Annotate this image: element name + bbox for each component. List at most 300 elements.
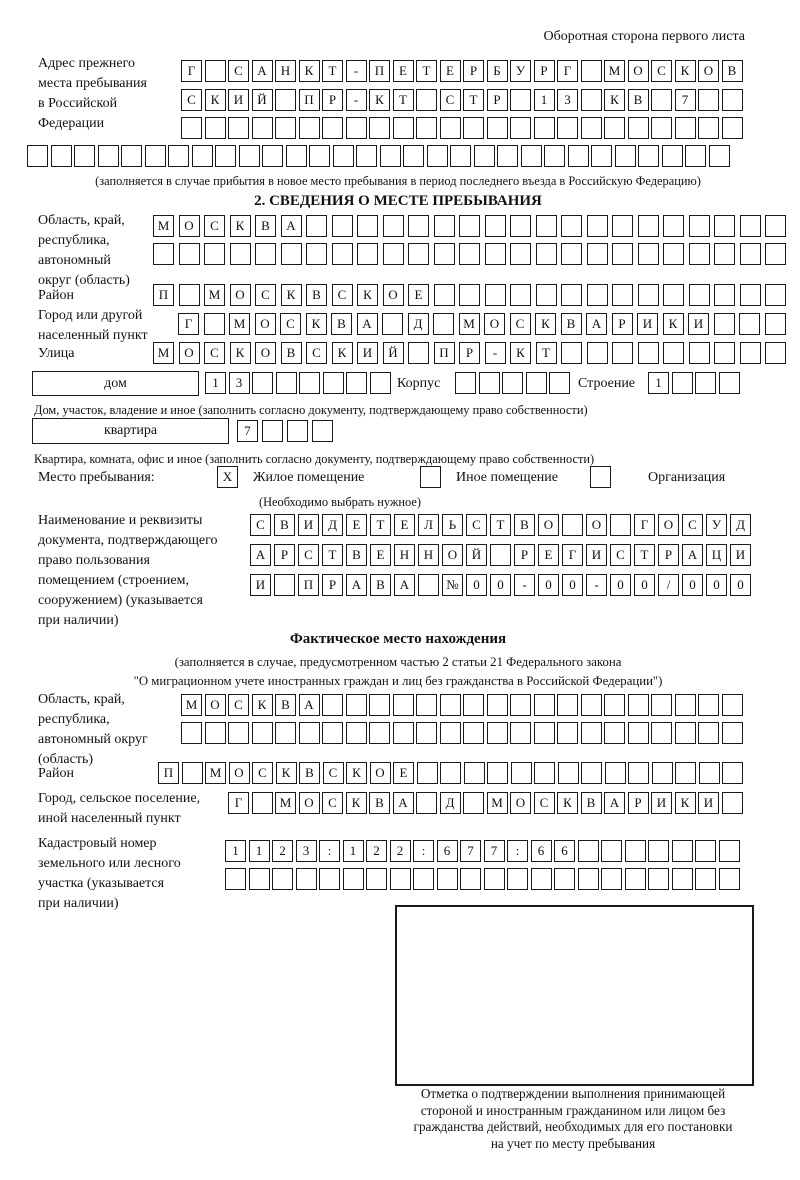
char-cell-empty[interactable]	[343, 868, 364, 890]
char-cell-empty[interactable]	[225, 868, 246, 890]
char-cell[interactable]: П	[369, 60, 390, 82]
char-cell[interactable]: С	[228, 694, 249, 716]
char-cell[interactable]: С	[610, 544, 631, 566]
char-cell[interactable]: И	[651, 792, 672, 814]
char-cell[interactable]: 0	[634, 574, 655, 596]
char-cell[interactable]: Г	[634, 514, 655, 536]
char-cell-empty[interactable]	[510, 89, 531, 111]
char-cell[interactable]: Ь	[442, 514, 463, 536]
char-cell-empty[interactable]	[455, 372, 476, 394]
city-row[interactable]	[178, 313, 786, 335]
char-cell-empty[interactable]	[487, 694, 508, 716]
char-cell[interactable]: В	[581, 792, 602, 814]
char-cell[interactable]: К	[306, 313, 327, 335]
char-cell[interactable]: О	[229, 762, 250, 784]
char-cell-empty[interactable]	[663, 342, 684, 364]
char-cell[interactable]: К	[276, 762, 297, 784]
char-cell-empty[interactable]	[369, 722, 390, 744]
char-cell-empty[interactable]	[369, 117, 390, 139]
char-cell-empty[interactable]	[416, 694, 437, 716]
char-cell-empty[interactable]	[403, 145, 424, 167]
char-cell-empty[interactable]	[587, 284, 608, 306]
char-cell[interactable]: В	[299, 762, 320, 784]
char-cell-empty[interactable]	[408, 342, 429, 364]
char-cell[interactable]: 1	[249, 840, 270, 862]
char-cell[interactable]: В	[274, 514, 295, 536]
char-cell[interactable]: А	[346, 574, 367, 596]
char-cell-empty[interactable]	[534, 694, 555, 716]
char-cell[interactable]: 2	[390, 840, 411, 862]
char-cell-empty[interactable]	[695, 840, 716, 862]
char-cell-empty[interactable]	[675, 117, 696, 139]
char-cell-empty[interactable]	[581, 89, 602, 111]
char-cell[interactable]: О	[484, 313, 505, 335]
char-cell-empty[interactable]	[346, 694, 367, 716]
char-cell-empty[interactable]	[192, 145, 213, 167]
doc-row-2[interactable]	[250, 544, 751, 566]
char-cell[interactable]: К	[299, 60, 320, 82]
char-cell-empty[interactable]	[239, 145, 260, 167]
char-cell-empty[interactable]	[204, 243, 225, 265]
char-cell-empty[interactable]	[526, 372, 547, 394]
char-cell-empty[interactable]	[675, 762, 696, 784]
char-cell[interactable]: Е	[538, 544, 559, 566]
region-row-2[interactable]	[153, 243, 786, 265]
char-cell-empty[interactable]	[215, 145, 236, 167]
char-cell[interactable]: А	[357, 313, 378, 335]
char-cell[interactable]: У	[706, 514, 727, 536]
actual-city-row[interactable]	[228, 792, 743, 814]
char-cell[interactable]: И	[688, 313, 709, 335]
char-cell-empty[interactable]	[510, 243, 531, 265]
char-cell-empty[interactable]	[699, 762, 720, 784]
char-cell-empty[interactable]	[323, 372, 344, 394]
prev-address-row-1[interactable]	[181, 60, 743, 82]
char-cell-empty[interactable]	[689, 215, 710, 237]
char-cell-empty[interactable]	[463, 117, 484, 139]
char-cell[interactable]: С	[466, 514, 487, 536]
char-cell[interactable]: С	[252, 762, 273, 784]
char-cell[interactable]: Р	[459, 342, 480, 364]
char-cell[interactable]: О	[255, 342, 276, 364]
char-cell-empty[interactable]	[474, 145, 495, 167]
char-cell-empty[interactable]	[205, 60, 226, 82]
char-cell[interactable]: К	[675, 60, 696, 82]
char-cell-empty[interactable]	[561, 342, 582, 364]
char-cell-empty[interactable]	[306, 243, 327, 265]
char-cell-empty[interactable]	[322, 722, 343, 744]
char-cell-empty[interactable]	[418, 574, 439, 596]
char-cell[interactable]: Й	[383, 342, 404, 364]
char-cell[interactable]: О	[698, 60, 719, 82]
char-cell[interactable]: О	[442, 544, 463, 566]
char-cell-empty[interactable]	[689, 243, 710, 265]
char-cell[interactable]: М	[229, 313, 250, 335]
char-cell-empty[interactable]	[672, 868, 693, 890]
char-cell[interactable]: Е	[370, 544, 391, 566]
char-cell[interactable]: М	[153, 342, 174, 364]
char-cell-empty[interactable]	[651, 722, 672, 744]
char-cell-empty[interactable]	[651, 89, 672, 111]
char-cell[interactable]: Т	[393, 89, 414, 111]
char-cell-empty[interactable]	[578, 868, 599, 890]
char-cell-empty[interactable]	[74, 145, 95, 167]
char-cell[interactable]: /	[658, 574, 679, 596]
char-cell-empty[interactable]	[440, 762, 461, 784]
char-cell[interactable]: К	[346, 762, 367, 784]
char-cell[interactable]: :	[413, 840, 434, 862]
char-cell-empty[interactable]	[485, 215, 506, 237]
char-cell-empty[interactable]	[479, 372, 500, 394]
char-cell-empty[interactable]	[357, 243, 378, 265]
actual-district-row[interactable]	[158, 762, 743, 784]
char-cell[interactable]: Д	[408, 313, 429, 335]
char-cell[interactable]: Р	[514, 544, 535, 566]
char-cell[interactable]: С	[322, 792, 343, 814]
char-cell-empty[interactable]	[366, 868, 387, 890]
char-cell[interactable]: В	[346, 544, 367, 566]
char-cell-empty[interactable]	[765, 215, 786, 237]
char-cell-empty[interactable]	[228, 722, 249, 744]
char-cell[interactable]: Р	[612, 313, 633, 335]
char-cell-empty[interactable]	[587, 243, 608, 265]
char-cell-empty[interactable]	[510, 117, 531, 139]
char-cell-empty[interactable]	[346, 372, 367, 394]
char-cell-empty[interactable]	[561, 243, 582, 265]
char-cell-empty[interactable]	[740, 342, 761, 364]
char-cell[interactable]: 7	[484, 840, 505, 862]
char-cell[interactable]: О	[179, 342, 200, 364]
char-cell[interactable]: С	[510, 313, 531, 335]
char-cell-empty[interactable]	[370, 372, 391, 394]
char-cell[interactable]: Т	[370, 514, 391, 536]
cadastral-row-1[interactable]	[225, 840, 740, 862]
char-cell-empty[interactable]	[179, 243, 200, 265]
char-cell-empty[interactable]	[275, 117, 296, 139]
char-cell-empty[interactable]	[604, 117, 625, 139]
char-cell[interactable]: 3	[229, 372, 250, 394]
char-cell-empty[interactable]	[437, 868, 458, 890]
char-cell-empty[interactable]	[408, 243, 429, 265]
char-cell-empty[interactable]	[459, 243, 480, 265]
char-cell[interactable]: И	[228, 89, 249, 111]
char-cell[interactable]: В	[275, 694, 296, 716]
char-cell-empty[interactable]	[612, 215, 633, 237]
char-cell-empty[interactable]	[714, 284, 735, 306]
char-cell[interactable]: О	[179, 215, 200, 237]
char-cell-empty[interactable]	[502, 372, 523, 394]
char-cell[interactable]: В	[369, 792, 390, 814]
char-cell[interactable]: М	[181, 694, 202, 716]
char-cell-empty[interactable]	[740, 284, 761, 306]
char-cell[interactable]: 2	[272, 840, 293, 862]
actual-region-row-2[interactable]	[181, 722, 743, 744]
house-number-row[interactable]	[205, 372, 391, 394]
char-cell[interactable]: Г	[562, 544, 583, 566]
char-cell[interactable]: 0	[562, 574, 583, 596]
char-cell[interactable]: -	[346, 89, 367, 111]
char-cell-empty[interactable]	[228, 117, 249, 139]
char-cell[interactable]: И	[730, 544, 751, 566]
char-cell-empty[interactable]	[695, 372, 716, 394]
char-cell-empty[interactable]	[689, 342, 710, 364]
char-cell-empty[interactable]	[698, 694, 719, 716]
char-cell[interactable]: Е	[440, 60, 461, 82]
char-cell-empty[interactable]	[434, 243, 455, 265]
char-cell-empty[interactable]	[145, 145, 166, 167]
char-cell[interactable]: М	[487, 792, 508, 814]
char-cell-empty[interactable]	[652, 762, 673, 784]
char-cell[interactable]: М	[459, 313, 480, 335]
char-cell-empty[interactable]	[531, 868, 552, 890]
char-cell-empty[interactable]	[332, 215, 353, 237]
char-cell-empty[interactable]	[230, 243, 251, 265]
char-cell[interactable]: Р	[534, 60, 555, 82]
char-cell-empty[interactable]	[287, 420, 308, 442]
char-cell[interactable]: Б	[487, 60, 508, 82]
char-cell[interactable]: В	[255, 215, 276, 237]
char-cell[interactable]: С	[534, 792, 555, 814]
char-cell[interactable]: П	[434, 342, 455, 364]
char-cell-empty[interactable]	[675, 694, 696, 716]
char-cell-empty[interactable]	[612, 342, 633, 364]
char-cell-empty[interactable]	[417, 762, 438, 784]
char-cell[interactable]: С	[651, 60, 672, 82]
char-cell-empty[interactable]	[605, 762, 626, 784]
char-cell-empty[interactable]	[252, 117, 273, 139]
char-cell[interactable]: А	[586, 313, 607, 335]
char-cell-empty[interactable]	[615, 145, 636, 167]
char-cell-empty[interactable]	[272, 868, 293, 890]
char-cell[interactable]: В	[281, 342, 302, 364]
char-cell[interactable]: Р	[487, 89, 508, 111]
char-cell-empty[interactable]	[485, 243, 506, 265]
char-cell[interactable]: Р	[274, 544, 295, 566]
char-cell[interactable]: Д	[440, 792, 461, 814]
char-cell[interactable]: К	[675, 792, 696, 814]
char-cell[interactable]: С	[280, 313, 301, 335]
char-cell-empty[interactable]	[440, 117, 461, 139]
char-cell[interactable]: 0	[490, 574, 511, 596]
char-cell-empty[interactable]	[591, 145, 612, 167]
char-cell[interactable]: П	[298, 574, 319, 596]
char-cell-empty[interactable]	[306, 215, 327, 237]
char-cell-empty[interactable]	[322, 694, 343, 716]
char-cell[interactable]: Г	[557, 60, 578, 82]
char-cell-empty[interactable]	[416, 792, 437, 814]
char-cell-empty[interactable]	[460, 868, 481, 890]
char-cell-empty[interactable]	[463, 722, 484, 744]
char-cell[interactable]: Р	[628, 792, 649, 814]
char-cell-empty[interactable]	[153, 243, 174, 265]
char-cell-empty[interactable]	[346, 117, 367, 139]
char-cell[interactable]: :	[319, 840, 340, 862]
char-cell[interactable]: Т	[634, 544, 655, 566]
char-cell[interactable]: Г	[228, 792, 249, 814]
char-cell-empty[interactable]	[416, 117, 437, 139]
char-cell-empty[interactable]	[689, 284, 710, 306]
char-cell-empty[interactable]	[581, 722, 602, 744]
char-cell[interactable]: К	[535, 313, 556, 335]
char-cell-empty[interactable]	[534, 722, 555, 744]
char-cell[interactable]: 7	[237, 420, 258, 442]
house-label-box[interactable]: дом	[32, 371, 199, 396]
char-cell[interactable]: С	[181, 89, 202, 111]
char-cell-empty[interactable]	[450, 145, 471, 167]
char-cell-empty[interactable]	[440, 694, 461, 716]
char-cell-empty[interactable]	[628, 722, 649, 744]
char-cell[interactable]: С	[332, 284, 353, 306]
char-cell-empty[interactable]	[714, 243, 735, 265]
char-cell-empty[interactable]	[581, 117, 602, 139]
char-cell-empty[interactable]	[299, 372, 320, 394]
char-cell-empty[interactable]	[459, 215, 480, 237]
char-cell-empty[interactable]	[182, 762, 203, 784]
char-cell[interactable]: 6	[437, 840, 458, 862]
char-cell[interactable]: С	[306, 342, 327, 364]
char-cell[interactable]: В	[561, 313, 582, 335]
char-cell[interactable]: О	[538, 514, 559, 536]
char-cell[interactable]: М	[275, 792, 296, 814]
char-cell-empty[interactable]	[281, 243, 302, 265]
char-cell-empty[interactable]	[663, 284, 684, 306]
char-cell[interactable]: 0	[682, 574, 703, 596]
char-cell[interactable]: М	[153, 215, 174, 237]
char-cell[interactable]: И	[250, 574, 271, 596]
char-cell[interactable]: П	[153, 284, 174, 306]
char-cell[interactable]: :	[507, 840, 528, 862]
char-cell[interactable]: Р	[463, 60, 484, 82]
char-cell[interactable]: К	[230, 215, 251, 237]
char-cell-empty[interactable]	[357, 215, 378, 237]
char-cell-empty[interactable]	[628, 117, 649, 139]
char-cell[interactable]: С	[255, 284, 276, 306]
char-cell-empty[interactable]	[274, 574, 295, 596]
char-cell-empty[interactable]	[464, 762, 485, 784]
char-cell[interactable]: С	[250, 514, 271, 536]
char-cell[interactable]: В	[628, 89, 649, 111]
char-cell[interactable]: Г	[178, 313, 199, 335]
char-cell-empty[interactable]	[581, 694, 602, 716]
char-cell[interactable]: К	[510, 342, 531, 364]
char-cell-empty[interactable]	[536, 284, 557, 306]
cadastral-row-2[interactable]	[225, 868, 740, 890]
char-cell-empty[interactable]	[719, 868, 740, 890]
char-cell[interactable]: 3	[557, 89, 578, 111]
char-cell-empty[interactable]	[205, 117, 226, 139]
stay-type-checkbox-other[interactable]	[420, 466, 441, 488]
char-cell-empty[interactable]	[648, 840, 669, 862]
char-cell[interactable]: К	[205, 89, 226, 111]
char-cell-empty[interactable]	[275, 89, 296, 111]
char-cell[interactable]: 3	[296, 840, 317, 862]
char-cell-empty[interactable]	[648, 868, 669, 890]
char-cell-empty[interactable]	[549, 372, 570, 394]
char-cell-empty[interactable]	[511, 762, 532, 784]
char-cell[interactable]: 6	[531, 840, 552, 862]
char-cell-empty[interactable]	[628, 694, 649, 716]
char-cell-empty[interactable]	[604, 694, 625, 716]
char-cell[interactable]: О	[205, 694, 226, 716]
char-cell[interactable]: М	[604, 60, 625, 82]
char-cell[interactable]: Р	[658, 544, 679, 566]
char-cell-empty[interactable]	[181, 722, 202, 744]
char-cell-empty[interactable]	[719, 372, 740, 394]
char-cell-empty[interactable]	[275, 722, 296, 744]
char-cell-empty[interactable]	[562, 514, 583, 536]
char-cell-empty[interactable]	[557, 694, 578, 716]
stay-type-checkbox-residential[interactable]: X	[217, 466, 238, 488]
char-cell[interactable]: А	[393, 792, 414, 814]
char-cell[interactable]: 0	[706, 574, 727, 596]
char-cell-empty[interactable]	[181, 117, 202, 139]
char-cell-empty[interactable]	[383, 215, 404, 237]
char-cell[interactable]: -	[586, 574, 607, 596]
char-cell-empty[interactable]	[722, 117, 743, 139]
char-cell-empty[interactable]	[252, 372, 273, 394]
char-cell[interactable]: О	[658, 514, 679, 536]
char-cell-empty[interactable]	[299, 117, 320, 139]
char-cell[interactable]: К	[252, 694, 273, 716]
char-cell-empty[interactable]	[568, 145, 589, 167]
char-cell[interactable]: 2	[366, 840, 387, 862]
char-cell-empty[interactable]	[578, 840, 599, 862]
char-cell-empty[interactable]	[490, 544, 511, 566]
prev-address-row-2[interactable]	[181, 89, 743, 111]
char-cell-empty[interactable]	[262, 145, 283, 167]
char-cell[interactable]: В	[722, 60, 743, 82]
char-cell[interactable]: С	[682, 514, 703, 536]
char-cell[interactable]: Т	[322, 544, 343, 566]
char-cell-empty[interactable]	[463, 694, 484, 716]
char-cell[interactable]: Т	[490, 514, 511, 536]
char-cell[interactable]: К	[357, 284, 378, 306]
char-cell-empty[interactable]	[536, 215, 557, 237]
district-row[interactable]	[153, 284, 786, 306]
char-cell-empty[interactable]	[722, 722, 743, 744]
char-cell-empty[interactable]	[179, 284, 200, 306]
char-cell[interactable]: К	[557, 792, 578, 814]
doc-row-1[interactable]	[250, 514, 751, 536]
apartment-number-row[interactable]	[237, 420, 333, 442]
actual-region-row-1[interactable]	[181, 694, 743, 716]
char-cell-empty[interactable]	[638, 284, 659, 306]
char-cell[interactable]: О	[370, 762, 391, 784]
char-cell-empty[interactable]	[740, 215, 761, 237]
char-cell-empty[interactable]	[249, 868, 270, 890]
char-cell[interactable]: Л	[418, 514, 439, 536]
char-cell-empty[interactable]	[714, 215, 735, 237]
char-cell-empty[interactable]	[459, 284, 480, 306]
char-cell-empty[interactable]	[497, 145, 518, 167]
char-cell[interactable]: А	[394, 574, 415, 596]
char-cell-empty[interactable]	[255, 243, 276, 265]
char-cell-empty[interactable]	[204, 313, 225, 335]
char-cell-empty[interactable]	[333, 145, 354, 167]
char-cell-empty[interactable]	[416, 722, 437, 744]
char-cell[interactable]: П	[299, 89, 320, 111]
char-cell-empty[interactable]	[427, 145, 448, 167]
char-cell[interactable]: К	[663, 313, 684, 335]
stroenie-row[interactable]	[648, 372, 740, 394]
char-cell[interactable]: Н	[418, 544, 439, 566]
char-cell-empty[interactable]	[698, 722, 719, 744]
char-cell-empty[interactable]	[296, 868, 317, 890]
char-cell-empty[interactable]	[601, 840, 622, 862]
char-cell-empty[interactable]	[369, 694, 390, 716]
char-cell-empty[interactable]	[557, 117, 578, 139]
char-cell-empty[interactable]	[434, 284, 455, 306]
